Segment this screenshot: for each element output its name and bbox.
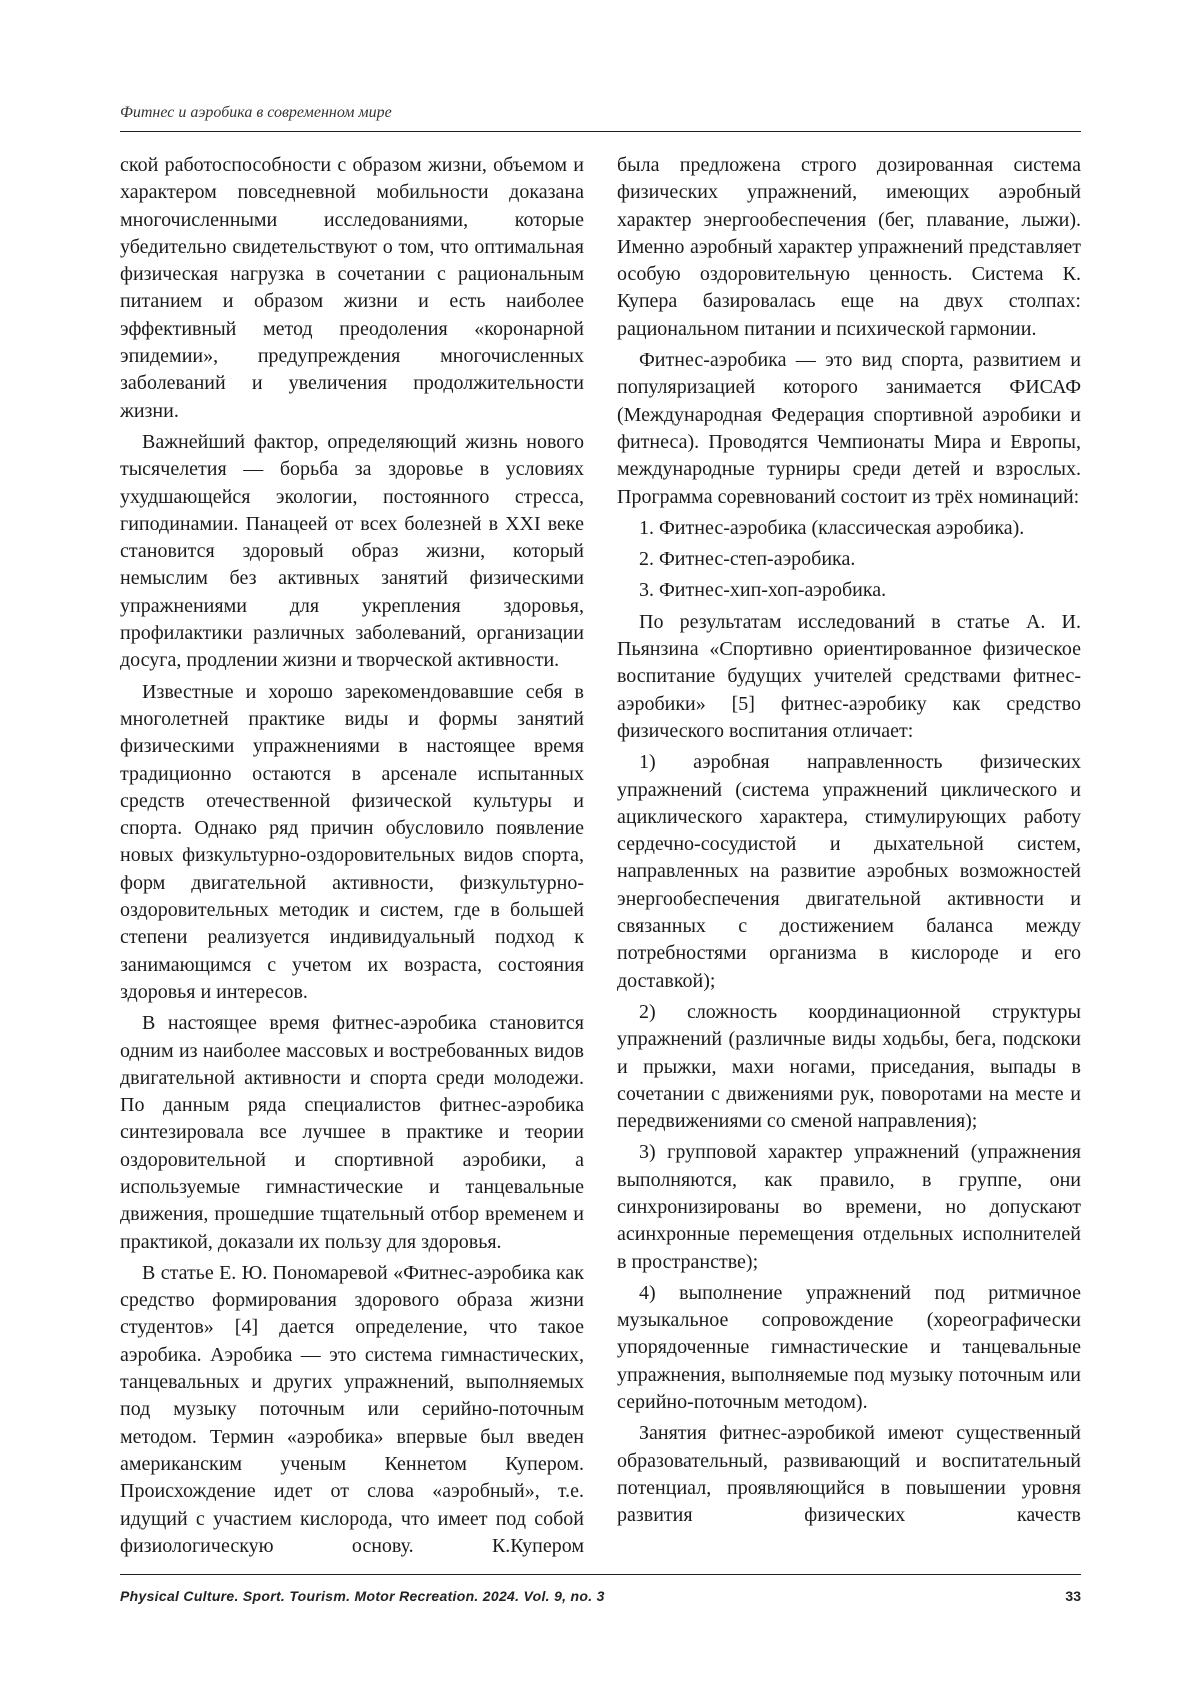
list-item: 1. Фитнес-аэробика (классическая аэробика).: [639, 516, 1025, 539]
paragraph: По результатам исследований в статье А. И. Пьянзина «Спортивно ориентированное физическое воспитание будущих учителей средствами фитнес-аэробики» [5] фитнес-аэробику как средство физического воспитания отличает:: [617, 610, 1081, 742]
right-column: [617, 152, 1081, 1530]
journal-citation: Physical Culture. Sport. Tourism. Motor Recreation. 2024. Vol. 9, no. 3: [120, 1588, 605, 1604]
list-item: 4) выполнение упражнений под ритмичное музыкальное сопровождение (хореографически упорядоченные гимнастические и танцевальные упражнения, выполняемые под музыку поточным или серийно-поточным методом).: [617, 1281, 1081, 1414]
page-number: 33: [1065, 1588, 1081, 1604]
paragraph: Фитнес-аэробика — это вид спорта, развитием и популяризацией которого занимается ФИСАФ (Международная Федерация спортивной аэробики и фитнеса). Проводятся Чемпионаты Мира и Европы, международные турниры среди детей и взрослых. Программа соревнований состоит из трёх номинаций:: [617, 349, 1081, 508]
paragraph: была предложена строго дозированная система физических упражнений, имеющих аэробный характер энергообеспечения (бег, плавание, лыжи). Именно аэробный характер упражнений представляет особую оздоровительную ценность. Система К. Купера базировалась еще на двух столпах: рациональном питании и психической гармонии.: [617, 154, 1081, 340]
list-item: 3) групповой характер упражнений (упражнения выполняются, как правило, в группе, они синхронизированы во времени, но допускают асинхронные перемещения отдельных исполнителей в пространстве);: [617, 1141, 1081, 1273]
list-item: 2) сложность координационной структуры упражнений (различные виды ходьбы, бега, подскоки и прыжки, махи ногами, приседания, выпады в сочетании с движениями рук, поворотами на месте и передвижениями со сменой направления);: [617, 1000, 1081, 1133]
running-title: Фитнес и аэробика в современном мире: [120, 104, 392, 121]
header-rule: [120, 131, 1081, 132]
list-item: 3. Фитнес-хип-хоп-аэробика.: [639, 579, 887, 602]
paragraph: Известные и хорошо зарекомендовавшие себя в многолетней практике виды и формы занятий физическими упражнениями в настоящее время традиционно остаются в арсенале испытанных средств отечественной физической культуры и спорта. Однако ряд причин обусловило появление новых физкультурно-оздоровительных видов спорта, форм двигательной активности, физкультурно-оздоровительных методик и систем, где в большей степени реализуется индивидуальный подход к занимающимся с учетом их возраста, состояния здоровья и интересов.: [120, 680, 584, 1003]
list-item: 1) аэробная направленность физических упражнений (система упражнений циклического и ациклического характера, стимулирующих работу сердечно-сосудистой и дыхательной систем, направленных на развитие аэробных возможностей энергообеспечения двигательной активности и связанных с достижением баланса между потребностями организма в кислороде и его доставкой);: [617, 751, 1081, 992]
left-column: [120, 152, 584, 1560]
paragraph: Занятия фитнес-аэробикой имеют существенный образовательный, развивающий и воспитательный потенциал, проявляющийся в повышении уровня развития физических качеств: [617, 1422, 1081, 1527]
list-item: 2. Фитнес-степ-аэробика.: [639, 548, 856, 571]
paragraph: В статье Е. Ю. Пономаревой «Фитнес-аэробика как средство формирования здорового образа жизни студентов» [4] дается определение, что такое аэробика. Аэробика — это система гимнастических, танцевальных и других упражнений, выполняемых под музыку поточным или серийно-поточным методом. Термин «аэробика» впервые был введен американским ученым Кеннетом Купером. Происхождение идет от слова «аэробный», т.е. идущий с участием кислорода, что имеет под собой физиологическую основу. К.Купером: [120, 1261, 584, 1557]
footer-rule: [120, 1574, 1081, 1575]
paragraph: ской работоспособности с образом жизни, объемом и характером повседневной мобильности доказана многочисленными исследованиями, которые убедительно свидетельствуют о том, что оптимальная физическая нагрузка в сочетании с рациональным питанием и образом жизни и есть наиболее эффективный метод преодоления «коронарной эпидемии», предупреждения многочисленных заболеваний и увеличения продолжительности жизни.: [120, 154, 584, 422]
paragraph: В настоящее время фитнес-аэробика становится одним из наиболее массовых и востребованных видов двигательной активности и спорта среди молодежи. По данным ряда специалистов фитнес-аэробика синтезировала все лучшее в практике и теории оздоровительной и спортивной аэробики, а используемые гимнастические и танцевальные движения, прошедшие тщательный отбор временем и практикой, доказали их пользу для здоровья.: [120, 1012, 584, 1253]
paragraph: Важнейший фактор, определяющий жизнь нового тысячелетия — борьба за здоровье в условиях ухудшающейся экологии, постоянного стресса, гиподинамии. Панацеей от всех болезней в XXI веке становится здоровый образ жизни, который немыслим без активных занятий физическими упражнениями для укрепления здоровья, профилактики различных заболеваний, организации досуга, продлении жизни и творческой активности.: [120, 430, 584, 672]
